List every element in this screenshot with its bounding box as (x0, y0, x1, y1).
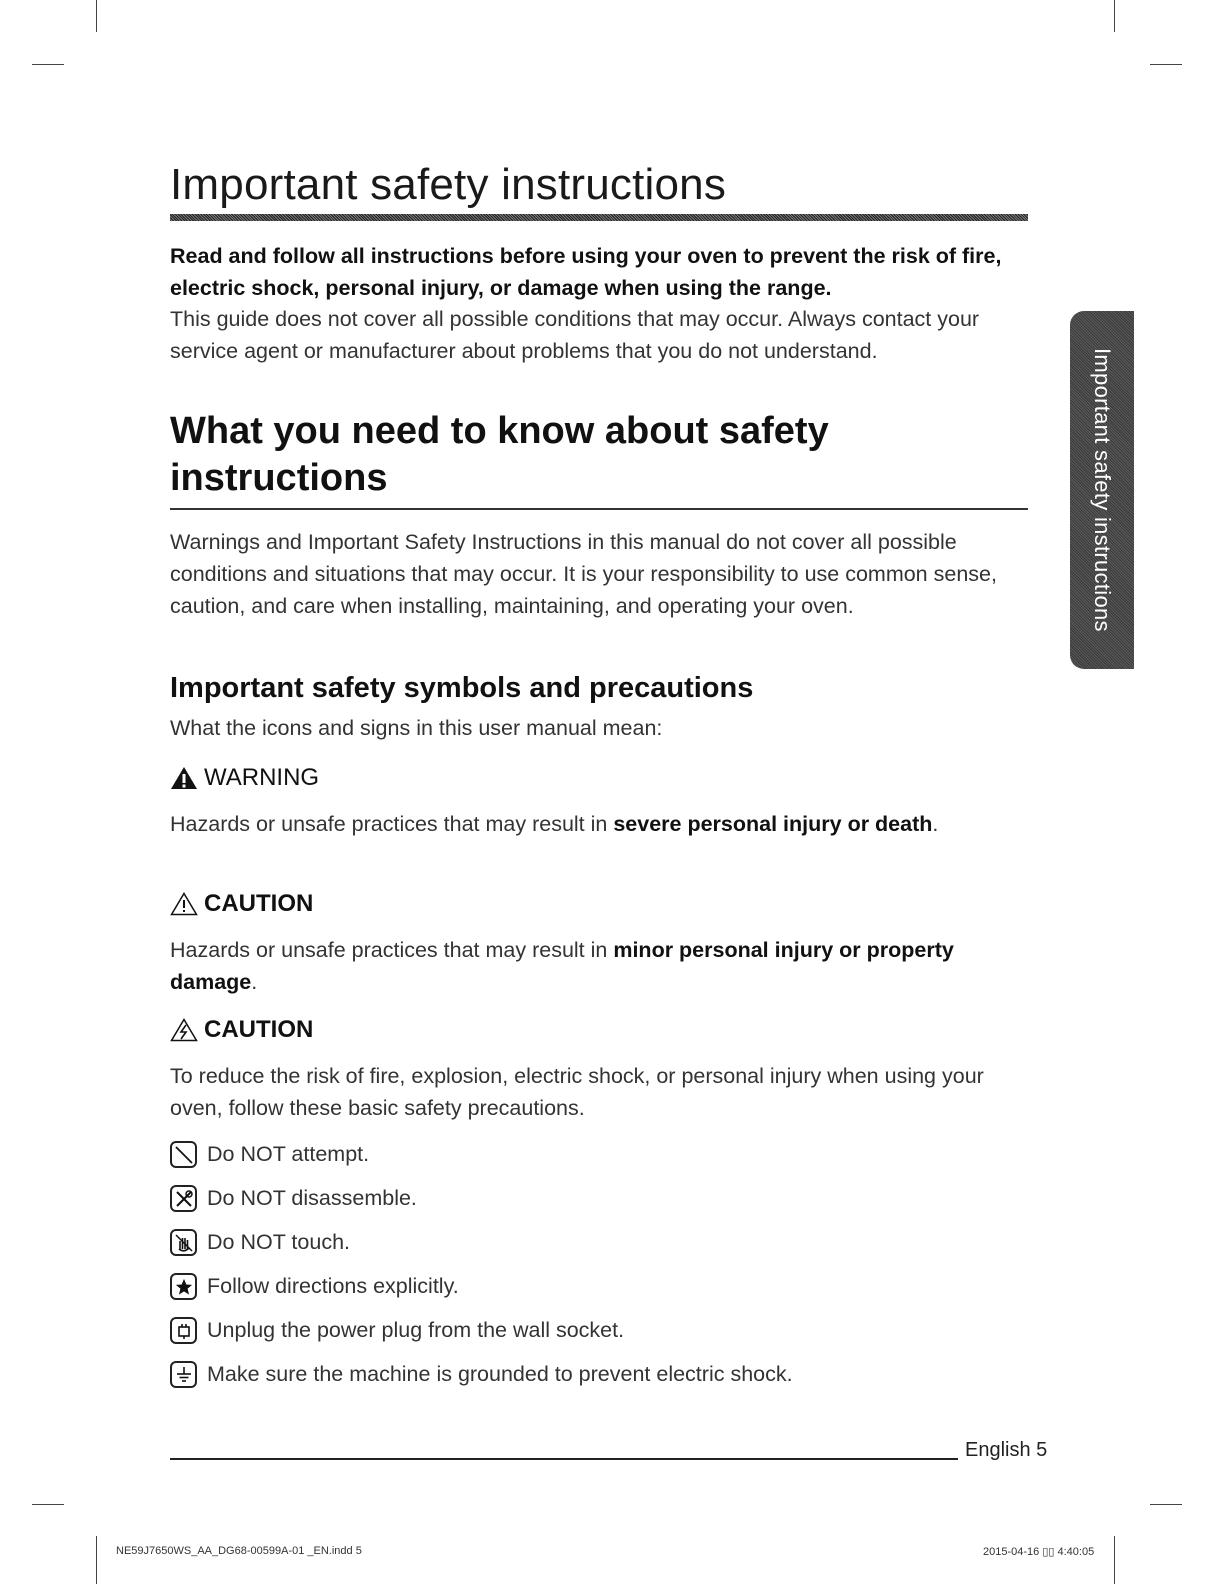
symbol-text: Follow directions explicitly. (207, 1274, 459, 1298)
caution-electric-label: CAUTION (204, 1016, 314, 1043)
crop-mark (32, 1504, 64, 1505)
star-icon (170, 1273, 197, 1300)
unplug-icon (170, 1317, 197, 1344)
crop-mark (96, 0, 97, 32)
symbols-section-title: Important safety symbols and precautions (170, 672, 754, 704)
warning-text-emphasis: severe personal injury or death (613, 812, 933, 836)
print-slug-filename: NE59J7650WS_AA_DG68-00599A-01 _EN.indd 5 (116, 1545, 362, 1557)
section-title: What you need to know about safety instructions (170, 410, 829, 499)
print-slug-timestamp: 2015-04-16 ▯▯ 4:40:05 (983, 1546, 1095, 1558)
caution-text (170, 934, 1020, 998)
side-tab-label: Important safety instructions (1090, 348, 1115, 632)
section-rule (170, 508, 1028, 510)
crop-mark (1150, 64, 1182, 65)
crop-mark (96, 1536, 97, 1584)
caution-text-end: . (251, 970, 258, 994)
warning-heading (170, 764, 319, 792)
page-number: English 5 (965, 1439, 1048, 1461)
caution-electric-text: To reduce the risk of fire, explosion, electric shock, or personal injury when using your oven, follow these basic safety precautions. (170, 1064, 984, 1120)
caution-label: CAUTION (204, 890, 314, 917)
warning-text-start: Hazards or unsafe practices that may result in (170, 812, 614, 836)
symbol-row (170, 1317, 624, 1344)
footer-rule (170, 1458, 958, 1460)
caution-text-start: Hazards or unsafe practices that may result in (170, 938, 614, 962)
caution-text-emphasis: minor personal injury or property damage (170, 938, 954, 994)
warning-text-end: . (932, 812, 939, 836)
no-touch-icon (170, 1229, 197, 1256)
symbol-text: Do NOT attempt. (207, 1142, 370, 1166)
side-chapter-tab (1070, 311, 1134, 669)
symbol-row (170, 1361, 793, 1388)
symbol-text: Do NOT touch. (207, 1230, 350, 1254)
crop-mark (1114, 0, 1115, 32)
warning-label: WARNING (204, 764, 320, 791)
crop-mark (1150, 1504, 1182, 1505)
prohibited-icon (170, 1141, 197, 1168)
symbol-text: Unplug the power plug from the wall socket. (207, 1318, 625, 1342)
warning-text (170, 808, 1020, 840)
title-rule (170, 214, 1028, 221)
symbol-text: Make sure the machine is grounded to prevent electric shock. (207, 1362, 793, 1386)
section-paragraph: Warnings and Important Safety Instructions in this manual do not cover all possible conditions and situations that may occur. It is your responsibility to use common sense, caution, and care when installing, maintaining, and operating your oven. (170, 530, 997, 618)
caution-outline-icon (170, 892, 198, 916)
intro-bold-text: Read and follow all instructions before using your oven to prevent the risk of fire, electric shock, personal injury, or damage when using the range. (170, 244, 1002, 300)
caution-heading (170, 890, 313, 918)
electric-hazard-icon (170, 1018, 198, 1042)
page-title: Important safety instructions (170, 160, 727, 209)
symbol-row (170, 1229, 350, 1256)
warning-triangle-icon (170, 766, 198, 790)
caution-electric-heading (170, 1016, 313, 1044)
symbols-section-subtitle: What the icons and signs in this user manual mean: (170, 716, 663, 740)
crop-mark (32, 64, 64, 65)
symbol-text: Do NOT disassemble. (207, 1186, 417, 1210)
intro-text: This guide does not cover all possible conditions that may occur. Always contact your service agent or manufacturer about problems that you do not understand. (170, 307, 980, 363)
symbol-row (170, 1141, 369, 1168)
symbol-row (170, 1273, 459, 1300)
symbol-row (170, 1185, 417, 1212)
no-disassemble-icon (170, 1185, 197, 1212)
crop-mark (1114, 1536, 1115, 1584)
ground-icon (170, 1361, 197, 1388)
